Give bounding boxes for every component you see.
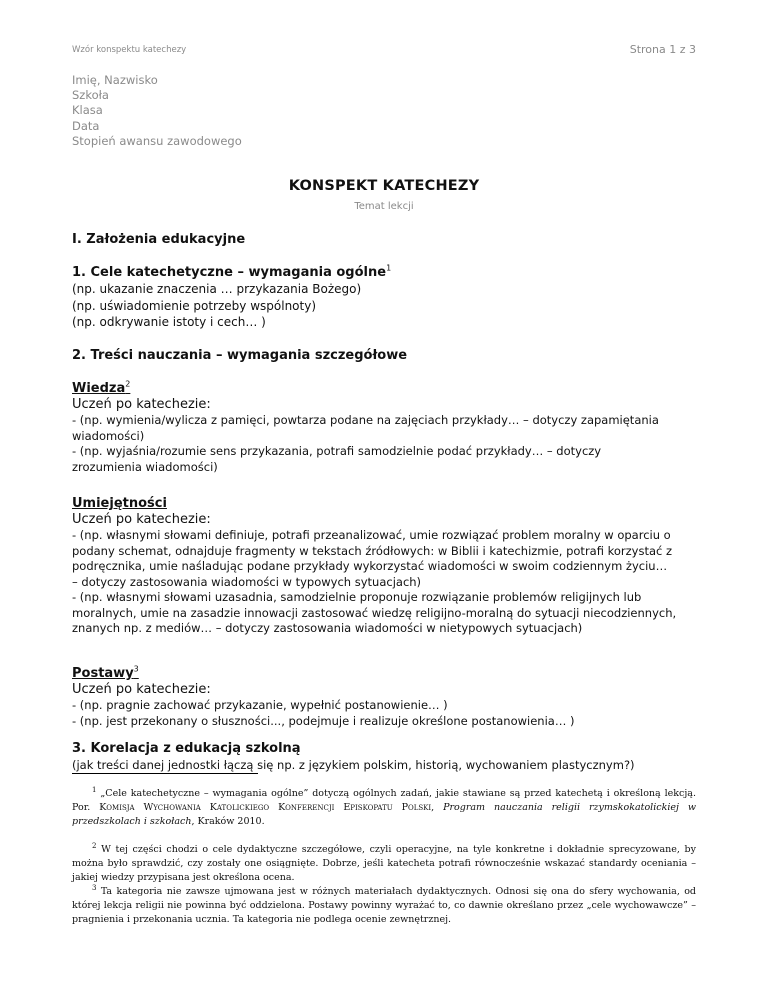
heading-content: 2. Treści nauczania – wymagania szczegółowe [72, 348, 408, 363]
footnote-2: $^2$ W tej części chodzi o cele dydaktyczne szczegółowe, czyli operacyjne, na tyle konkretne i dokładnie sprecyzowane, by można było sprawdzić, czy zostały one osiągnięte. Dobrze, jeśli katecheta potrafi równocześnie wskazać standardy oceniania – jakiej wiedzy przypisana jest określona ocena. [72, 841, 696, 883]
page-header [72, 43, 696, 59]
section-skills [72, 496, 696, 637]
document-title: KONSPEKT KATECHEZY [288, 178, 480, 194]
attitudes-text: - (np. pragnie zachować przykazanie, wypełnić postanowienie… ) - (np. jest przekonany o słuszności..., podejmuje i realizuje określone postanowienia… ) [72, 698, 575, 728]
meta-school: Szkoła [72, 88, 109, 103]
section-content [72, 348, 696, 363]
meta-fields [72, 73, 242, 149]
section-correlation [72, 741, 696, 774]
section-heading-assumptions [72, 232, 696, 247]
heading-correlation: 3. Korelacja z edukacją szkolną [72, 741, 301, 756]
footnote-ref-1[interactable]: 1 [386, 263, 392, 273]
goal-item: (np. uświadomienie potrzeby wspólnoty) [72, 298, 317, 313]
goal-item: (np. ukazanie znaczenia … przykazania Bożego) [72, 282, 362, 296]
correlation-text: (jak treści danej jednostki łączą się np. z językiem polskim, historią, wychowaniem plastycznym?) [72, 758, 635, 772]
heading-goals: 1. Cele katechetyczne – wymagania ogólne$^1$ [72, 263, 392, 280]
footnote-ref-2[interactable]: 2 [125, 379, 131, 389]
meta-class: Klasa [72, 103, 103, 118]
footnote-separator [72, 773, 258, 774]
header-page-number: Strona 1 z 3 [629, 43, 696, 56]
skills-lead: Uczeń po katechezie: [72, 512, 211, 527]
header-doc-title: Wzór konspektu katechezy [72, 45, 187, 55]
heading-attitudes: Postawy$^3$ [72, 664, 139, 681]
heading-knowledge: Wiedza$^2$ [72, 379, 131, 396]
meta-date: Data [72, 118, 100, 133]
heading-skills: Umiejętności [72, 496, 167, 511]
skills-text: - (np. własnymi słowami definiuje, potrafi przeanalizować, umie rozwiązać problem moralny w oparciu o podany schemat, odnajduje fragmenty w tekstach źródłowych: w Biblii i katechizmie, potrafi korzystać z podręcznika, umie naśladując podane przykłady wykorzystać wiadomości w swoim codziennym życiu… – dotyczy zastosowania wiadomości w typowych sytuacjach) - (np. własnymi słowami uzasadnia, samodzielnie proponuje rozwiązanie problemów religijnych lub moralnych, umie na zasadzie innowacji zastosować wiedzę religijno-moralną do sytuacji niecodziennych, znanych np. z mediów… – dotyczy zastosowania wiadomości w nietypowych sytuacjach) [72, 528, 677, 635]
knowledge-text: - (np. wymienia/wylicza z pamięci, powtarza podane na zajęciach przykłady… – dotyczy zapamiętania wiadomości) - (np. wyjaśnia/rozumie sens przykazania, potrafi samodzielnie podać przykłady… – dotyczy zrozumienia wiadomości) [72, 413, 659, 474]
goal-item: (np. odkrywanie istoty i cech… ) [72, 315, 266, 329]
footnote-3: $^3$ Ta kategoria nie zawsze ujmowana jest w różnych materiałach dydaktycznych. Odnosi się ona do sfery wychowania, od której lekcja religii nie powinna być oddzielona. Postawy powinny wyrażać to, co dawnie określano przez „cele wychowawcze” – pragnienia i przekonania ucznia. Ta kategoria nie podlega ocenie zewnętrznej. [72, 883, 696, 925]
meta-name: Imię, Nazwisko [72, 73, 158, 87]
section-goals [72, 265, 696, 331]
heading-assumptions: I. Założenia edukacyjne [72, 232, 246, 247]
meta-rank: Stopień awansu zawodowego [72, 133, 242, 148]
goals-list [72, 281, 696, 331]
knowledge-lead: Uczeń po katechezie: [72, 397, 211, 412]
footnote-ref-3[interactable]: 3 [133, 664, 139, 674]
section-attitudes [72, 666, 696, 729]
footnote-1: $^1$ „Cele katechetyczne – wymagania ogólne” dotyczą ogólnych zadań, jakie stawiane są przed katechetą i określoną lekcją. Por. Komisja Wychowania Katolickiego Konferencji Episkopatu Polski, Program nauczania religii rzymskokatolickiej w przedszkolach i szkołach, Kraków 2010. [72, 785, 696, 827]
attitudes-lead: Uczeń po katechezie: [72, 682, 211, 697]
lesson-topic: Temat lekcji [354, 201, 414, 212]
section-knowledge [72, 381, 696, 475]
